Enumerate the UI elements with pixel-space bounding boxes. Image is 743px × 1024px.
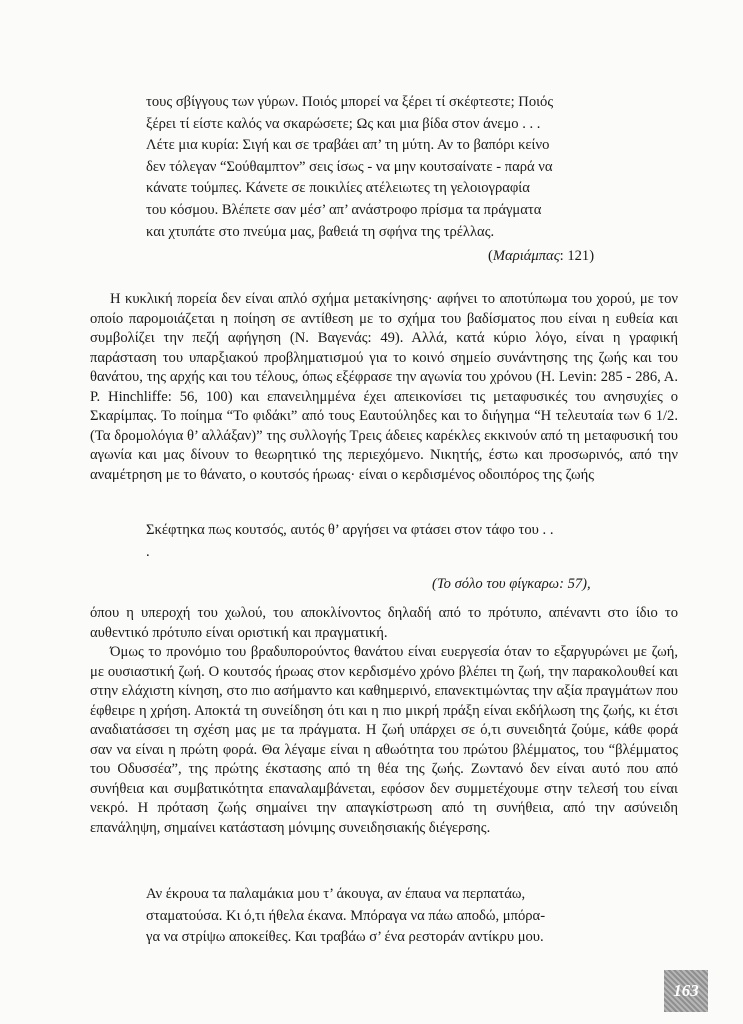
page-number: 163 <box>664 970 708 1012</box>
inline-quote: Σκέφτηκα πως κουτσός, αυτός θ’ αργήσει να φτάσει στον τάφο του . . . <box>146 522 554 560</box>
quote-line: τους σβίγγους των γύρων. Ποιός μπορεί να ξέρει τί σκέφτεστε; Ποιός <box>146 94 554 110</box>
body-paragraph-1: Η κυκλική πορεία δεν είναι απλό σχήμα μετακίνησης· αφήνει το αποτύπωμα του χορού, με τον οποίο παρομοιάζεται η ποίηση σε αντίθεση με το σχήμα του βαδίσματος που είναι η ευθεία και συμβολίζει την πεζή αφήγηση (Ν. Βαγενάς: 49). Αλλά, κατά κύριο λόγο, είναι η γραφική παράσταση του υπαρξιακού προβληματισμού για το κοινό σημείο συνάντησης της ζωής και του θανάτου, της αρχής και του τέλους, όπως εξέφρασε την αγωνία του χρόνου (H. Levin: 285 - 286, A. P. Hinchliffe: 56, 100) και επανειλημμένα έχει απεικονίσει τις μεταφυσικές του ανησυχίες ο Σκαρίμπας. Το ποίημα “Το φιδάκι” από τους Εαυτούληδες και το διήγημα “Η τελευταία των 6 1/2. (Τα δρομολόγια θ’ αλλάξαν)” της συλλογής Τρεις άδειες καρέκλες εκκινούν από τη μεταφυσική του αγωνία και μας δίνουν το θεωρητικό της περιεχόμενο. Νικητής, έστω και προσωρινός, από την αναμέτρηση με το θάνατο, ο κουτσός ήρωας· είναι ο κερδισμένος οδοιπόρος της ζωής <box>90 291 678 483</box>
quote-line: Αν έκρουα τα παλαμάκια μου τ’ άκουγα, αν έπαυα να περπατάω, <box>146 886 526 902</box>
quote-line: δεν τόλεγαν “Σούθαμπτον” σεις ίσως - να μην κουτσαίνατε - παρά να <box>146 158 553 175</box>
citation-solo-figaro: (Το σόλο του φίγκαρω: 57), <box>432 576 591 592</box>
citation-mariampas: (Μαριάμπας: 121) <box>488 248 595 264</box>
quote-line: σταματούσα. Κι ό,τι ήθελα έκανα. Μπόραγα να πάω αποδώ, μπόρα- <box>146 907 546 924</box>
quote-line: ξέρει τί είστε καλός να σκαρώσετε; Ως και μια βίδα στον άνεμο . . . <box>146 115 541 132</box>
opening-quote <box>146 92 598 243</box>
quote-line: Λέτε μια κυρία: Σιγή και σε τραβάει απ’ τη μύτη. Αν το βαπόρι κείνο <box>146 137 550 154</box>
body-paragraph-2: όπου η υπεροχή του χωλού, του αποκλίνοντος δηλαδή από το πρότυπο, απέναντι στο ίδιο το αυθεντικό πρότυπο είναι οριστική και πραγματική. Όμως το προνόμιο του βραδυπορούντος θανάτου είναι ευεργεσία όταν το εξαργυρώνει με ζωή, με ουσιαστική ζωή. Ο κουτσός ήρωας στον κερδισμένο χρόνο βλέπει τη ζωή, την παρακολουθεί και στην ελάχιστη κίνηση, στο πιο ασήμαντο και καθημερινό, επανεκτιμώντας την αξία πραγμάτων που έφθειρε η χρήση. Αποκτά τη συνείδηση ότι και η πιο μικρή πράξη είναι εκδήλωση της ζωής, κι έτσι αναδιατάσσει τη σχέση μας με τα πράγματα. Η ζωή υπάρχει σε ό,τι συνειδητά ζούμε, κάθε φορά σαν να είναι η πρώτη φορά. Θα λέγαμε είναι η αθωότητα του πρώτου βλέμματος, του “βλέμματος του Οδυσσέα”, της πρώτης έκστασης από τη θέα της ζωής. Ζωντανό δεν είναι αυτό που από συνήθεια και συμβατικότητα επαναλαμβάνεται, εφόσον δεν συμμετέχουμε στην τελεσή του είναι νεκρό. Η πρόταση ζωής σημαίνει την απαγκίστρωση από τη συνήθεια, από την ασύνειδη επανάληψη, σημαίνει κατάσταση μόνιμης συνειδησιακής διέγερσης. <box>90 605 678 836</box>
quote-line: και χτυπάτε στο πνεύμα μας, βαθειά τη σφήνα της τρέλλας. <box>146 223 495 240</box>
quote-line: του κόσμου. Βλέπετε σαν μέσ’ απ’ ανάστροφο πρίσμα τα πράγματα <box>146 201 542 218</box>
quote-line: γα να στρίψω αποκείθες. Και τραβάω σ’ ένα ρεστοράν αντίκρυ μου. <box>146 929 544 946</box>
closing-quote <box>146 884 598 949</box>
quote-line: κάνατε τούμπες. Κάνετε σε ποικιλίες ατέλειωτες τη γελοιογραφία <box>146 180 530 197</box>
